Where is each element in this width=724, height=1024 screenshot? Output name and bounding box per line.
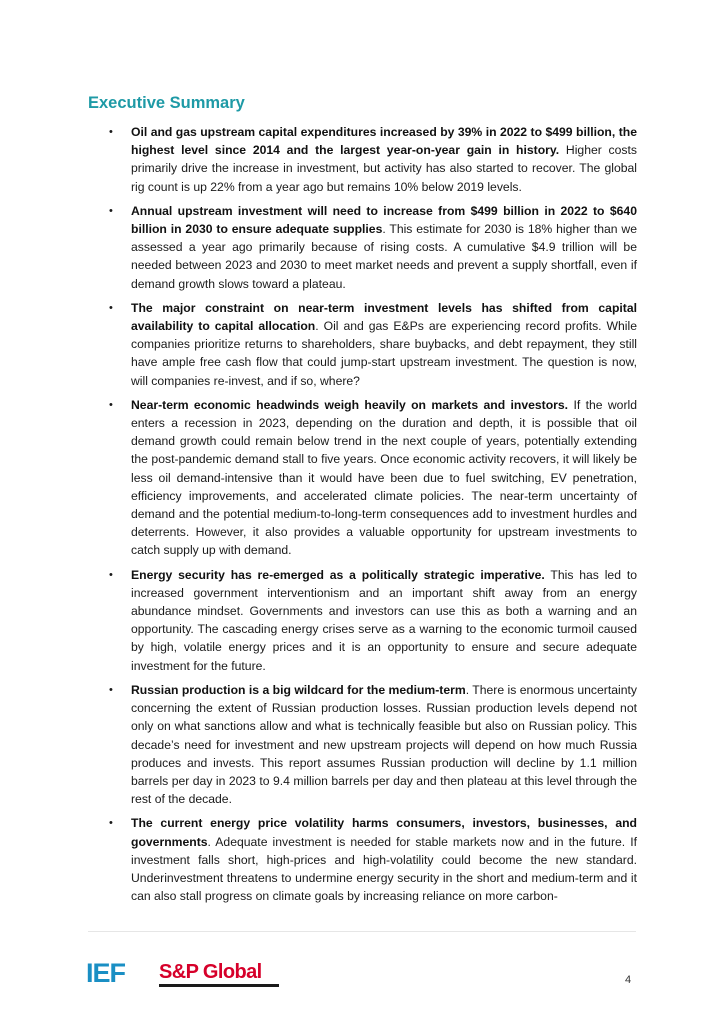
bullet-dot-icon: •: [109, 817, 113, 830]
bullet-dot-icon: •: [109, 568, 113, 581]
bullet-investment-need: [88, 202, 637, 293]
bullet-bold-lead: The current energy price volatility harms consumers, investors, businesses, and governments: [131, 816, 637, 849]
bullet-energy-security: [88, 566, 637, 675]
ief-logo: [86, 959, 125, 987]
bullet-dot-icon: •: [109, 126, 113, 138]
bullet-body-text: . This estimate for 2030 is 18% higher than we assessed a year ago primarily because of rising costs. A cumulative $4.9 trillion will be needed between 2023 and 2030 to meet market needs and prevent a supply shortfall, even if demand growth slows toward a plateau.: [131, 222, 637, 291]
bullet-body-text: This has led to increased government interventionism and an important shift away from an energy abundance mindset. Governments and investors can use this as both a warning and an opportunity. The cascading energy crises serve as a warning to the economic turmoil caused by high, volatile energy prices and it is an opportunity to ensure and secure adequate investment for the future.: [131, 567, 637, 673]
bullet-bold-lead: The major constraint on near-term investment levels has shifted from capital availability to capital allocation: [131, 300, 637, 334]
bullet-price-volatility: [88, 814, 637, 905]
bullet-bold-lead: Energy security has re-emerged as a politically strategic imperative.: [131, 567, 545, 582]
sp-global-logo-underline: [159, 984, 279, 987]
bullet-body-text: . Oil and gas E&Ps are experiencing record profits. While companies prioritize returns to shareholders, share buybacks, and debt repayment, they still have ample free cash flow that could jump-start upstream investment. The question is now, will companies re-invest, and if so, where?: [131, 319, 637, 388]
bullet-russian-production: [88, 681, 637, 808]
bullet-dot-icon: •: [109, 398, 113, 411]
page-number: 4: [625, 974, 632, 986]
bullet-body-text: Higher costs primarily drive the increase in investment, but activity has also started to recover. The global rig count is up 22% from a year ago but remains 10% below 2019 levels.: [131, 143, 637, 194]
bullet-dot-icon: •: [109, 204, 113, 217]
ief-logo-text: IEF: [86, 958, 126, 988]
footer-divider: [88, 931, 636, 932]
summary-bullet-list: [88, 123, 637, 911]
bullet-body-text: . There is enormous uncertainty concerning the extent of Russian production losses. Russian production levels depend not only on what sanctions allow and what is technically feasible but also on Russian policy. This decade’s need for investment and new upstream projects will depend on how much Russia produces and invests. This report assumes Russian production will decline by 1.1 million barrels per day in 2023 to 9.4 million barrels per day and then plateau at this level through the rest of the decade.: [131, 682, 637, 807]
bullet-dot-icon: •: [109, 301, 113, 314]
bullet-body-text: If the world enters a recession in 2023, depending on the duration and depth, it is possible that oil demand growth could remain below trend in the next couple of years, potentially extending the post-pandemic demand stall to five years. Once economic activity recovers, it will likely be less oil demand-intensive than it would have been due to fuel switching, EV penetration, efficiency improvements, and accelerated climate policies. The near-term uncertainty of demand and the potential medium-to-long-term consequences add to investment hurdles and deterrents. However, it also provides a valuable opportunity for upstream investments to catch supply up with demand.: [131, 397, 637, 558]
bullet-bold-lead: Near-term economic headwinds weigh heavily on markets and investors.: [131, 397, 569, 412]
bullet-body-text: . Adequate investment is needed for stable markets now and in the future. If investment falls short, high-prices and high-volatility could become the new standard. Underinvestment threatens to undermine energy security in the short and medium-term and it can also stall progress on climate goals by increasing reliance on more carbon-: [131, 834, 637, 904]
bullet-economic-headwinds: [88, 396, 637, 560]
sp-global-logo: [159, 960, 262, 984]
bullet-dot-icon: •: [109, 683, 113, 696]
bullet-bold-lead: Annual upstream investment will need to increase from $499 billion in 2022 to $640 billion in 2030 to ensure adequate supplies: [131, 203, 637, 237]
bullet-capex-increase: [88, 123, 637, 196]
bullet-bold-lead: Oil and gas upstream capital expenditures increased by 39% in 2022 to $499 billion, the highest level since 2014 and the largest year-on-year gain in history.: [131, 125, 637, 158]
bullet-capital-allocation: [88, 299, 637, 390]
sp-global-logo-text: S&P Global: [159, 961, 262, 983]
bullet-bold-lead: Russian production is a big wildcard for the medium-term: [131, 682, 466, 697]
section-heading: Executive Summary: [88, 94, 245, 112]
